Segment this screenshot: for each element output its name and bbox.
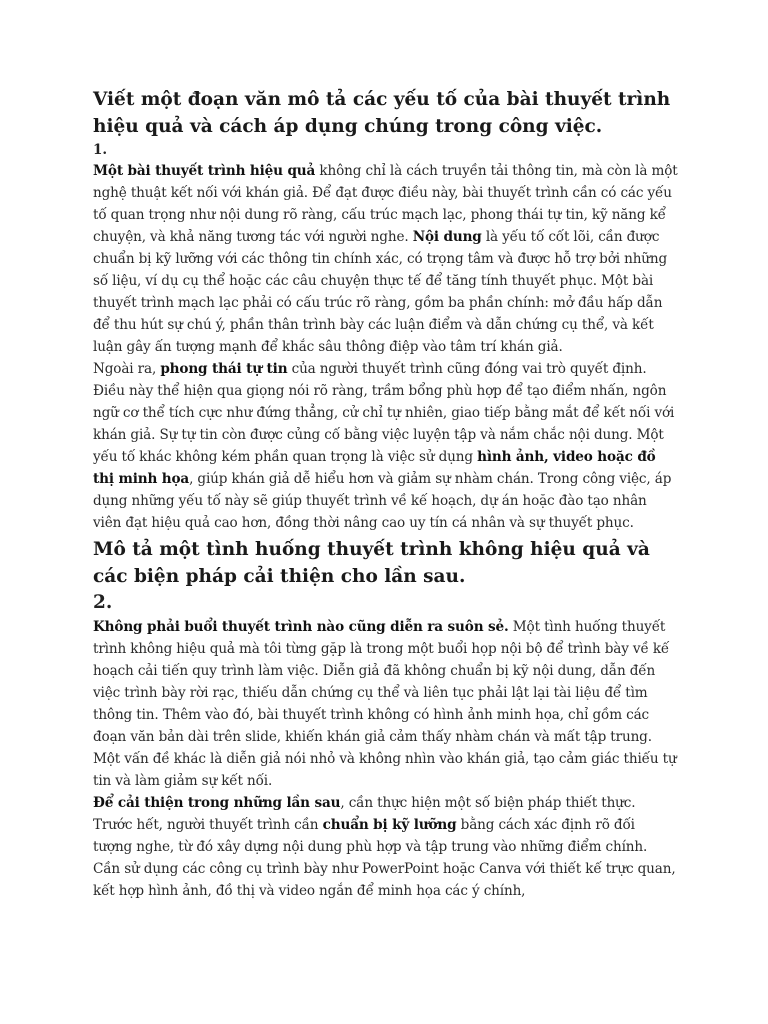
section-1-heading: Viết một đoạn văn mô tả các yếu tố của bài thuyết trình hiệu quả và cách áp dụng chúng trong công việc.: [93, 89, 671, 137]
bold-phrase: phong thái tự tin: [160, 361, 288, 377]
text-run: , giúp khán giả dễ hiểu hơn và giảm sự nhàm chán. Trong công việc, áp dụng những yếu tố này sẽ giúp thuyết trình về kế hoạch, dự án hoặc đào tạo nhân viên đạt hiệu quả cao hơn, đồng thời nâng cao uy tín cá nhân và sự thuyết phục.: [93, 471, 672, 531]
bold-phrase: Một bài thuyết trình hiệu quả: [93, 163, 316, 179]
section-2-number: 2.: [93, 592, 113, 613]
text-run: Ngoài ra,: [93, 361, 161, 377]
document-content: [93, 86, 678, 902]
text-run: của người thuyết trình cũng đóng vai trò quyết định. Điều này thể hiện qua giọng nói rõ ràng, trầm bổng phù hợp để tạo điểm nhấn, ngôn ngữ cơ thể tích cực như đứng thẳng, cử chỉ tự nhiên, giao tiếp bằng mắt để kết nối với khán giả. Sự tự tin còn được củng cố bằng việc luyện tập và nắm chắc nội dung. Một yếu tố khác không kém phần quan trọng là việc sử dụng: [93, 361, 675, 465]
section-2-paragraph-2: [93, 792, 678, 902]
section-1-number: 1.: [93, 142, 108, 158]
text-run: bằng cách xác định rõ đối tượng nghe, từ đó xây dựng nội dung phù hợp và tập trung vào những điểm chính. Cần sử dụng các công cụ trình bày như PowerPoint hoặc Canva với thiết kế trực quan, kết hợp hình ảnh, đồ thị và video ngắn để minh họa các ý chính,: [93, 817, 676, 899]
section-1-paragraph-1: [93, 160, 678, 358]
bold-phrase: chuẩn bị kỹ lưỡng: [322, 817, 457, 833]
text-run: không chỉ là cách truyền tải thông tin, mà còn là một nghệ thuật kết nối với khán giả. Để đạt được điều này, bài thuyết trình cần có các yếu tố quan trọng như nội dung rõ ràng, cấu trúc mạch lạc, phong thái tự tin, kỹ năng kể chuyện, và khả năng tương tác với người nghe.: [93, 163, 678, 245]
text-run: là yếu tố cốt lõi, cần được chuẩn bị kỹ lưỡng với các thông tin chính xác, có trọng tâm và được hỗ trợ bởi những số liệu, ví dụ cụ thể hoặc các câu chuyện thực tế để tăng tính thuyết phục. Một bài thuyết trình mạch lạc phải có cấu trúc rõ ràng, gồm ba phần chính: mở đầu hấp dẫn để thu hút sự chú ý, phần thân trình bày các luận điểm và dẫn chứng cụ thể, và kết luận gây ấn tượng mạnh để khắc sâu thông điệp vào tâm trí khán giả.: [93, 229, 668, 355]
bold-phrase: Nội dung: [412, 229, 482, 245]
text-run: Một tình huống thuyết trình không hiệu quả mà tôi từng gặp là trong một buổi họp nội bộ để trình bày về kế hoạch cải tiến quy trình làm việc. Diễn giả đã không chuẩn bị kỹ nội dung, dẫn đến việc trình bày rời rạc, thiếu dẫn chứng cụ thể và liên tục phải lật lại tài liệu để tìm thông tin. Thêm vào đó, bài thuyết trình không có hình ảnh minh họa, chỉ gồm các đoạn văn bản dài trên slide, khiến khán giả cảm thấy nhàm chán và mất tập trung. Một vấn đề khác là diễn giả nói nhỏ và không nhìn vào khán giả, tạo cảm giác thiếu tự tin và làm giảm sự kết nối.: [93, 619, 677, 789]
text-run: , cần thực hiện một số biện pháp thiết thực. Trước hết, người thuyết trình cần: [93, 795, 636, 833]
section-2-heading: Mô tả một tình huống thuyết trình không hiệu quả và các biện pháp cải thiện cho lần sau.: [93, 539, 650, 587]
section-1-paragraph-2: [93, 358, 678, 534]
bold-phrase: hình ảnh, video hoặc đồ thị minh họa: [93, 449, 656, 487]
section-2-paragraph-1: [93, 616, 678, 792]
bold-phrase: Không phải buổi thuyết trình nào cũng diễn ra suôn sẻ.: [93, 619, 509, 635]
bold-phrase: Để cải thiện trong những lần sau: [93, 795, 341, 811]
